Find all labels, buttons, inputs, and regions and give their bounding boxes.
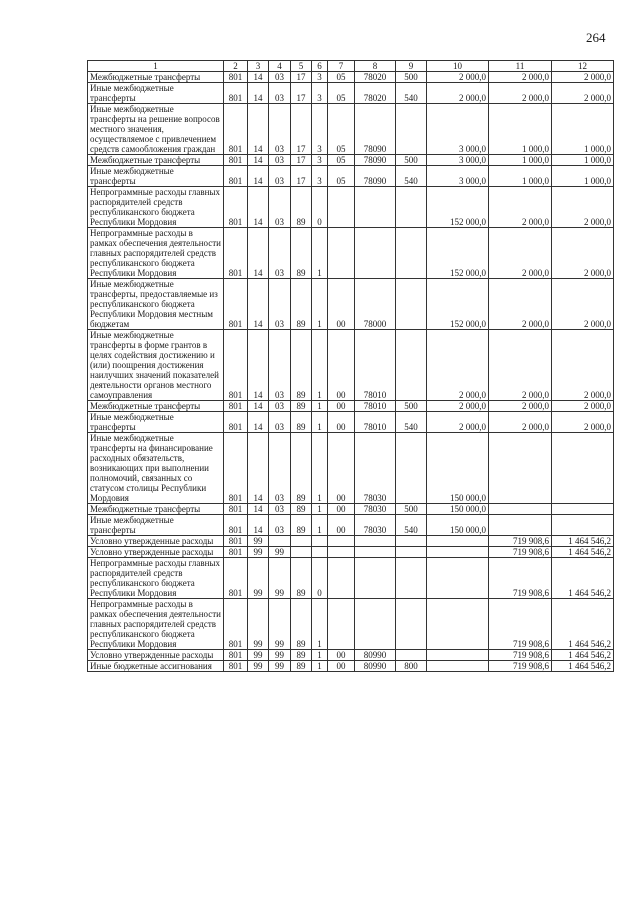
amount-year2-cell: 2 000,0 <box>489 72 552 83</box>
amount-year2-cell <box>489 515 552 536</box>
subprogram-cell <box>312 536 328 547</box>
podrazdel-cell <box>269 536 291 547</box>
podrazdel-cell: 03 <box>269 504 291 515</box>
row-name-cell: Межбюджетные трансферты <box>88 504 224 515</box>
vid-cell <box>396 279 427 330</box>
podrazdel-cell: 03 <box>269 72 291 83</box>
program-cell: 17 <box>291 83 312 104</box>
amount-year3-cell: 1 464 546,2 <box>552 661 614 672</box>
glava-cell: 801 <box>224 330 248 401</box>
program-cell <box>291 547 312 558</box>
amount-year2-cell: 2 000,0 <box>489 187 552 228</box>
page-number: 264 <box>586 30 606 45</box>
amount-year1-cell: 2 000,0 <box>427 401 489 412</box>
event-cell <box>328 228 355 279</box>
podrazdel-cell: 99 <box>269 650 291 661</box>
glava-cell: 801 <box>224 536 248 547</box>
amount-year1-cell: 2 000,0 <box>427 83 489 104</box>
program-cell: 89 <box>291 187 312 228</box>
column-header: 2 <box>224 61 248 72</box>
table-row <box>88 228 614 279</box>
event-cell <box>328 187 355 228</box>
podrazdel-cell: 99 <box>269 599 291 650</box>
amount-year2-cell: 2 000,0 <box>489 279 552 330</box>
program-cell: 89 <box>291 515 312 536</box>
program-cell: 17 <box>291 72 312 83</box>
table-body <box>88 72 614 672</box>
program-cell: 89 <box>291 599 312 650</box>
amount-year3-cell <box>552 433 614 504</box>
direction-cell: 78090 <box>355 155 396 166</box>
amount-year2-cell: 719 908,6 <box>489 661 552 672</box>
subprogram-cell: 0 <box>312 187 328 228</box>
razdel-cell: 14 <box>248 504 269 515</box>
razdel-cell: 14 <box>248 401 269 412</box>
amount-year3-cell: 2 000,0 <box>552 401 614 412</box>
event-cell <box>328 547 355 558</box>
program-cell: 89 <box>291 228 312 279</box>
amount-year3-cell: 1 464 546,2 <box>552 558 614 599</box>
amount-year2-cell: 719 908,6 <box>489 536 552 547</box>
event-cell: 00 <box>328 412 355 433</box>
table-row <box>88 187 614 228</box>
event-cell: 00 <box>328 279 355 330</box>
glava-cell: 801 <box>224 83 248 104</box>
column-header: 1 <box>88 61 224 72</box>
event-cell <box>328 536 355 547</box>
subprogram-cell: 1 <box>312 279 328 330</box>
amount-year2-cell: 2 000,0 <box>489 83 552 104</box>
glava-cell: 801 <box>224 599 248 650</box>
amount-year2-cell: 2 000,0 <box>489 401 552 412</box>
razdel-cell: 14 <box>248 72 269 83</box>
column-header: 7 <box>328 61 355 72</box>
program-cell: 17 <box>291 104 312 155</box>
podrazdel-cell: 99 <box>269 661 291 672</box>
amount-year1-cell: 150 000,0 <box>427 433 489 504</box>
direction-cell: 78030 <box>355 433 396 504</box>
row-name-cell: Иные межбюджетные трансферты <box>88 515 224 536</box>
program-cell: 89 <box>291 401 312 412</box>
program-cell: 17 <box>291 155 312 166</box>
event-cell: 05 <box>328 83 355 104</box>
row-name-cell: Условно утвержденные расходы <box>88 547 224 558</box>
table-row <box>88 515 614 536</box>
direction-cell: 78030 <box>355 504 396 515</box>
row-name-cell: Иные межбюджетные трансферты <box>88 83 224 104</box>
glava-cell: 801 <box>224 547 248 558</box>
direction-cell <box>355 599 396 650</box>
subprogram-cell: 1 <box>312 650 328 661</box>
direction-cell: 78010 <box>355 412 396 433</box>
amount-year1-cell <box>427 536 489 547</box>
glava-cell: 801 <box>224 504 248 515</box>
glava-cell: 801 <box>224 155 248 166</box>
amount-year1-cell: 150 000,0 <box>427 515 489 536</box>
podrazdel-cell: 03 <box>269 515 291 536</box>
row-name-cell: Иные межбюджетные трансферты, предоставляемые из республиканского бюджета Республики Мордовия местным бюджетам <box>88 279 224 330</box>
amount-year3-cell: 2 000,0 <box>552 228 614 279</box>
amount-year3-cell: 1 464 546,2 <box>552 536 614 547</box>
amount-year3-cell: 1 000,0 <box>552 166 614 187</box>
program-cell: 89 <box>291 661 312 672</box>
column-header: 4 <box>269 61 291 72</box>
table-row <box>88 83 614 104</box>
amount-year2-cell: 1 000,0 <box>489 166 552 187</box>
glava-cell: 801 <box>224 72 248 83</box>
program-cell: 89 <box>291 279 312 330</box>
header-row <box>88 61 614 72</box>
amount-year3-cell <box>552 504 614 515</box>
event-cell: 00 <box>328 515 355 536</box>
subprogram-cell: 1 <box>312 401 328 412</box>
table-row <box>88 661 614 672</box>
table-row <box>88 401 614 412</box>
row-name-cell: Непрограммные расходы в рамках обеспечения деятельности главных распорядителей средств республиканского бюджета Республики Мордовия <box>88 228 224 279</box>
razdel-cell: 99 <box>248 558 269 599</box>
razdel-cell: 14 <box>248 330 269 401</box>
vid-cell: 500 <box>396 401 427 412</box>
direction-cell: 78010 <box>355 330 396 401</box>
row-name-cell: Иные межбюджетные трансферты <box>88 166 224 187</box>
table-row <box>88 330 614 401</box>
row-name-cell: Непрограммные расходы главных распорядителей средств республиканского бюджета Республики Мордовия <box>88 187 224 228</box>
amount-year1-cell: 150 000,0 <box>427 504 489 515</box>
table-row <box>88 72 614 83</box>
vid-cell <box>396 228 427 279</box>
razdel-cell: 14 <box>248 83 269 104</box>
event-cell <box>328 558 355 599</box>
subprogram-cell: 1 <box>312 515 328 536</box>
subprogram-cell: 3 <box>312 104 328 155</box>
razdel-cell: 14 <box>248 228 269 279</box>
direction-cell <box>355 536 396 547</box>
glava-cell: 801 <box>224 515 248 536</box>
event-cell: 05 <box>328 104 355 155</box>
column-header: 6 <box>312 61 328 72</box>
amount-year2-cell: 719 908,6 <box>489 558 552 599</box>
subprogram-cell: 3 <box>312 166 328 187</box>
direction-cell: 78030 <box>355 515 396 536</box>
row-name-cell: Непрограммные расходы в рамках обеспечения деятельности главных распорядителей средств республиканского бюджета Республики Мордовия <box>88 599 224 650</box>
row-name-cell: Условно утвержденные расходы <box>88 650 224 661</box>
event-cell: 00 <box>328 401 355 412</box>
vid-cell: 500 <box>396 504 427 515</box>
glava-cell: 801 <box>224 558 248 599</box>
amount-year3-cell: 1 464 546,2 <box>552 599 614 650</box>
subprogram-cell: 1 <box>312 228 328 279</box>
vid-cell <box>396 547 427 558</box>
direction-cell: 78000 <box>355 279 396 330</box>
event-cell <box>328 599 355 650</box>
column-header: 8 <box>355 61 396 72</box>
glava-cell: 801 <box>224 228 248 279</box>
vid-cell <box>396 187 427 228</box>
vid-cell <box>396 536 427 547</box>
event-cell: 00 <box>328 650 355 661</box>
event-cell: 00 <box>328 433 355 504</box>
podrazdel-cell: 03 <box>269 412 291 433</box>
amount-year1-cell <box>427 547 489 558</box>
event-cell: 05 <box>328 72 355 83</box>
razdel-cell: 14 <box>248 155 269 166</box>
razdel-cell: 99 <box>248 599 269 650</box>
podrazdel-cell: 99 <box>269 558 291 599</box>
amount-year1-cell: 152 000,0 <box>427 228 489 279</box>
direction-cell <box>355 187 396 228</box>
row-name-cell: Иные межбюджетные трансферты в форме грантов в целях содействия достижению и (или) поощрения достижения наилучших значений показателей деятельности органов местного самоуправления <box>88 330 224 401</box>
table-row <box>88 279 614 330</box>
razdel-cell: 14 <box>248 166 269 187</box>
subprogram-cell: 1 <box>312 599 328 650</box>
amount-year3-cell: 1 464 546,2 <box>552 650 614 661</box>
podrazdel-cell: 03 <box>269 401 291 412</box>
row-name-cell: Межбюджетные трансферты <box>88 155 224 166</box>
amount-year1-cell: 3 000,0 <box>427 155 489 166</box>
amount-year2-cell: 719 908,6 <box>489 650 552 661</box>
row-name-cell: Межбюджетные трансферты <box>88 401 224 412</box>
row-name-cell: Иные межбюджетные трансферты на финансирование расходных обязательств, возникающих при выполнении полномочий, связанных со статусом столицы Республики Мордовия <box>88 433 224 504</box>
razdel-cell: 14 <box>248 187 269 228</box>
razdel-cell: 14 <box>248 279 269 330</box>
glava-cell: 801 <box>224 166 248 187</box>
row-name-cell: Непрограммные расходы главных распорядителей средств республиканского бюджета Республики Мордовия <box>88 558 224 599</box>
amount-year1-cell: 152 000,0 <box>427 187 489 228</box>
podrazdel-cell: 03 <box>269 166 291 187</box>
direction-cell: 80990 <box>355 650 396 661</box>
podrazdel-cell: 03 <box>269 104 291 155</box>
subprogram-cell: 3 <box>312 83 328 104</box>
amount-year3-cell: 2 000,0 <box>552 412 614 433</box>
subprogram-cell: 1 <box>312 661 328 672</box>
table-row <box>88 504 614 515</box>
podrazdel-cell: 03 <box>269 155 291 166</box>
vid-cell <box>396 650 427 661</box>
budget-table <box>87 60 614 672</box>
program-cell: 89 <box>291 504 312 515</box>
vid-cell: 540 <box>396 83 427 104</box>
table-row <box>88 536 614 547</box>
glava-cell: 801 <box>224 187 248 228</box>
amount-year2-cell: 2 000,0 <box>489 330 552 401</box>
column-header: 10 <box>427 61 489 72</box>
razdel-cell: 99 <box>248 536 269 547</box>
vid-cell: 540 <box>396 515 427 536</box>
event-cell: 00 <box>328 330 355 401</box>
program-cell: 89 <box>291 650 312 661</box>
row-name-cell: Иные межбюджетные трансферты на решение вопросов местного значения, осуществляемое с привлечением средств самообложения граждан <box>88 104 224 155</box>
amount-year3-cell: 2 000,0 <box>552 83 614 104</box>
program-cell: 89 <box>291 412 312 433</box>
amount-year3-cell <box>552 515 614 536</box>
row-name-cell: Межбюджетные трансферты <box>88 72 224 83</box>
column-header: 9 <box>396 61 427 72</box>
event-cell: 00 <box>328 661 355 672</box>
amount-year3-cell: 2 000,0 <box>552 279 614 330</box>
glava-cell: 801 <box>224 104 248 155</box>
table-row <box>88 433 614 504</box>
subprogram-cell: 1 <box>312 412 328 433</box>
vid-cell <box>396 104 427 155</box>
direction-cell: 80990 <box>355 661 396 672</box>
direction-cell: 78020 <box>355 83 396 104</box>
subprogram-cell: 1 <box>312 330 328 401</box>
event-cell: 05 <box>328 166 355 187</box>
column-header: 12 <box>552 61 614 72</box>
amount-year2-cell: 719 908,6 <box>489 547 552 558</box>
table-row <box>88 650 614 661</box>
table-row <box>88 166 614 187</box>
table-row <box>88 599 614 650</box>
razdel-cell: 14 <box>248 433 269 504</box>
subprogram-cell: 3 <box>312 155 328 166</box>
vid-cell: 540 <box>396 412 427 433</box>
direction-cell: 78090 <box>355 104 396 155</box>
razdel-cell: 99 <box>248 547 269 558</box>
podrazdel-cell: 03 <box>269 330 291 401</box>
direction-cell <box>355 547 396 558</box>
amount-year2-cell <box>489 504 552 515</box>
amount-year2-cell: 2 000,0 <box>489 228 552 279</box>
program-cell: 89 <box>291 558 312 599</box>
vid-cell: 500 <box>396 72 427 83</box>
subprogram-cell: 1 <box>312 504 328 515</box>
vid-cell <box>396 558 427 599</box>
amount-year1-cell <box>427 661 489 672</box>
table-row <box>88 547 614 558</box>
direction-cell <box>355 228 396 279</box>
amount-year1-cell <box>427 599 489 650</box>
subprogram-cell <box>312 547 328 558</box>
program-cell: 89 <box>291 433 312 504</box>
vid-cell: 540 <box>396 166 427 187</box>
podrazdel-cell: 99 <box>269 547 291 558</box>
row-name-cell: Иные бюджетные ассигнования <box>88 661 224 672</box>
direction-cell: 78010 <box>355 401 396 412</box>
amount-year1-cell: 2 000,0 <box>427 412 489 433</box>
direction-cell: 78090 <box>355 166 396 187</box>
subprogram-cell: 1 <box>312 433 328 504</box>
table-row <box>88 104 614 155</box>
vid-cell <box>396 599 427 650</box>
glava-cell: 801 <box>224 661 248 672</box>
event-cell: 00 <box>328 504 355 515</box>
amount-year1-cell: 3 000,0 <box>427 104 489 155</box>
amount-year1-cell <box>427 558 489 599</box>
podrazdel-cell: 03 <box>269 228 291 279</box>
amount-year1-cell: 2 000,0 <box>427 330 489 401</box>
razdel-cell: 14 <box>248 515 269 536</box>
vid-cell <box>396 433 427 504</box>
subprogram-cell: 0 <box>312 558 328 599</box>
table-row <box>88 412 614 433</box>
table-row <box>88 558 614 599</box>
razdel-cell: 14 <box>248 104 269 155</box>
podrazdel-cell: 03 <box>269 83 291 104</box>
razdel-cell: 99 <box>248 661 269 672</box>
glava-cell: 801 <box>224 650 248 661</box>
amount-year1-cell: 3 000,0 <box>427 166 489 187</box>
direction-cell <box>355 558 396 599</box>
row-name-cell: Условно утвержденные расходы <box>88 536 224 547</box>
column-header: 11 <box>489 61 552 72</box>
amount-year3-cell: 2 000,0 <box>552 187 614 228</box>
podrazdel-cell: 03 <box>269 433 291 504</box>
amount-year2-cell <box>489 433 552 504</box>
amount-year3-cell: 1 000,0 <box>552 104 614 155</box>
glava-cell: 801 <box>224 279 248 330</box>
glava-cell: 801 <box>224 412 248 433</box>
row-name-cell: Иные межбюджетные трансферты <box>88 412 224 433</box>
amount-year3-cell: 1 464 546,2 <box>552 547 614 558</box>
event-cell: 05 <box>328 155 355 166</box>
vid-cell <box>396 330 427 401</box>
column-header: 3 <box>248 61 269 72</box>
amount-year1-cell: 152 000,0 <box>427 279 489 330</box>
direction-cell: 78020 <box>355 72 396 83</box>
amount-year1-cell: 2 000,0 <box>427 72 489 83</box>
vid-cell: 800 <box>396 661 427 672</box>
amount-year1-cell <box>427 650 489 661</box>
glava-cell: 801 <box>224 433 248 504</box>
subprogram-cell: 3 <box>312 72 328 83</box>
amount-year3-cell: 2 000,0 <box>552 72 614 83</box>
vid-cell: 500 <box>396 155 427 166</box>
razdel-cell: 99 <box>248 650 269 661</box>
razdel-cell: 14 <box>248 412 269 433</box>
glava-cell: 801 <box>224 401 248 412</box>
column-header: 5 <box>291 61 312 72</box>
amount-year3-cell: 1 000,0 <box>552 155 614 166</box>
program-cell <box>291 536 312 547</box>
podrazdel-cell: 03 <box>269 279 291 330</box>
table-row <box>88 155 614 166</box>
amount-year3-cell: 2 000,0 <box>552 330 614 401</box>
program-cell: 17 <box>291 166 312 187</box>
amount-year2-cell: 2 000,0 <box>489 412 552 433</box>
podrazdel-cell: 03 <box>269 187 291 228</box>
amount-year2-cell: 1 000,0 <box>489 155 552 166</box>
amount-year2-cell: 719 908,6 <box>489 599 552 650</box>
program-cell: 89 <box>291 330 312 401</box>
amount-year2-cell: 1 000,0 <box>489 104 552 155</box>
